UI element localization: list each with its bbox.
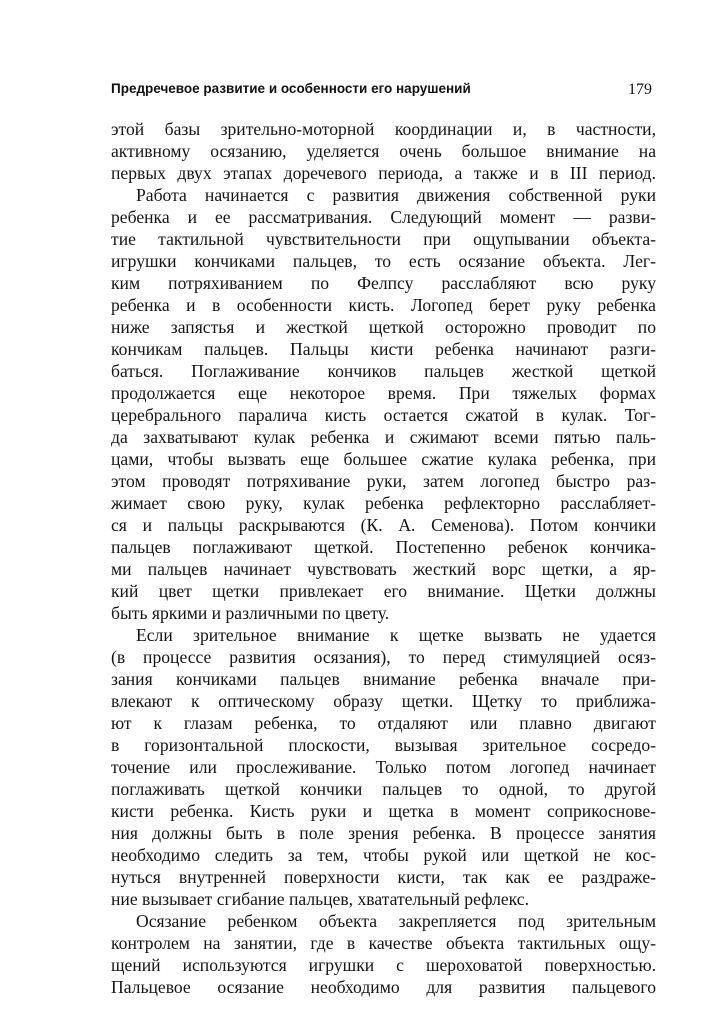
text-line: поглаживать щеткой кончики пальцев то одной, то другой xyxy=(111,779,656,799)
text-line: ют к глазам ребенка, то отдаляют или плавно двигают xyxy=(111,713,656,733)
text-line: этой базы зрительно-моторной координации и, в частности, xyxy=(111,119,656,139)
text-line: точение или прослеживание. Только потом логопед начинает xyxy=(111,757,656,777)
text-line: кончикам пальцев. Пальцы кисти ребенка начинают разги- xyxy=(111,339,656,359)
text-line: (в процессе развития осязания), то перед стимуляцией осяз- xyxy=(111,647,656,667)
text-line: нуться внутренней поверхности кисти, так как ее раздраже- xyxy=(111,867,656,887)
text-line: активному осязанию, уделяется очень большое внимание на xyxy=(111,141,656,161)
text-line: продолжается еще некоторое время. При тяжелых формах xyxy=(111,383,656,403)
text-line: баться. Поглаживание кончиков пальцев жесткой щеткой xyxy=(111,361,656,381)
text-line: ребенка и ее рассматривания. Следующий момент — разви- xyxy=(111,207,656,227)
text-line: зания кончиками пальцев внимание ребенка вначале при- xyxy=(111,669,656,689)
paragraph-first-line: Осязание ребенком объекта закрепляется под зрительным xyxy=(136,911,656,931)
text-line: цами, чтобы вызвать еще большее сжатие кулака ребенка, при xyxy=(111,449,656,469)
text-line: необходимо следить за тем, чтобы рукой или щеткой не кос- xyxy=(111,845,656,865)
paragraph-last-line: ние вызывает сгибание пальцев, хватательный рефлекс. xyxy=(111,889,529,909)
text-line: в горизонтальной плоскости, вызывая зрительное сосредо- xyxy=(111,735,656,755)
text-line: ким потряхиванием по Фелпсу расслабляют всю руку xyxy=(111,273,656,293)
text-line: этом проводят потряхивание руки, затем логопед быстро раз- xyxy=(111,471,656,491)
text-line: пальцев поглаживают щеткой. Постепенно ребенок кончика- xyxy=(111,537,656,557)
text-line: Пальцевое осязание необходимо для развития пальцевого xyxy=(111,977,656,997)
text-line: да захватывают кулак ребенка и сжимают всеми пятью паль- xyxy=(111,427,656,447)
text-line: ми пальцев начинает чувствовать жесткий ворс щетки, а яр- xyxy=(111,559,656,579)
text-line: влекают к оптическому образу щетки. Щетку то приближа- xyxy=(111,691,656,711)
text-line: контролем на занятии, где в качестве объекта тактильных ощу- xyxy=(111,933,656,953)
text-line: жимает свою руку, кулак ребенка рефлекторно расслабляет- xyxy=(111,493,656,513)
page-number: 179 xyxy=(628,81,652,98)
text-line: игрушки кончиками пальцев, то есть осязание объекта. Лег- xyxy=(111,251,656,271)
text-line: первых двух этапах доречевого периода, а также и в III период. xyxy=(111,163,656,183)
paragraph-first-line: Если зрительное внимание к щетке вызвать не удается xyxy=(136,625,656,645)
paragraph-first-line: Работа начинается с развития движения собственной руки xyxy=(136,185,656,205)
paragraph-last-line: быть яркими и различными по цвету. xyxy=(111,603,390,623)
running-header-title: Предречевое развитие и особенности его нарушений xyxy=(111,81,471,96)
text-line: ся и пальцы раскрываются (К. А. Семенова). Потом кончики xyxy=(111,515,656,535)
text-line: ния должны быть в поле зрения ребенка. В процессе занятия xyxy=(111,823,656,843)
text-line: ниже запястья и жесткой щеткой осторожно проводит по xyxy=(111,317,656,337)
text-line: кий цвет щетки привлекает его внимание. Щетки должны xyxy=(111,581,656,601)
text-line: тие тактильной чувствительности при ощупывании объекта- xyxy=(111,229,656,249)
text-line: щений используются игрушки с шероховатой поверхностью. xyxy=(111,955,656,975)
text-line: ребенка и в особенности кисть. Логопед берет руку ребенка xyxy=(111,295,656,315)
text-line: кисти ребенка. Кисть руки и щетка в момент соприкоснове- xyxy=(111,801,656,821)
text-line: церебрального паралича кисть остается сжатой в кулак. Тог- xyxy=(111,405,656,425)
